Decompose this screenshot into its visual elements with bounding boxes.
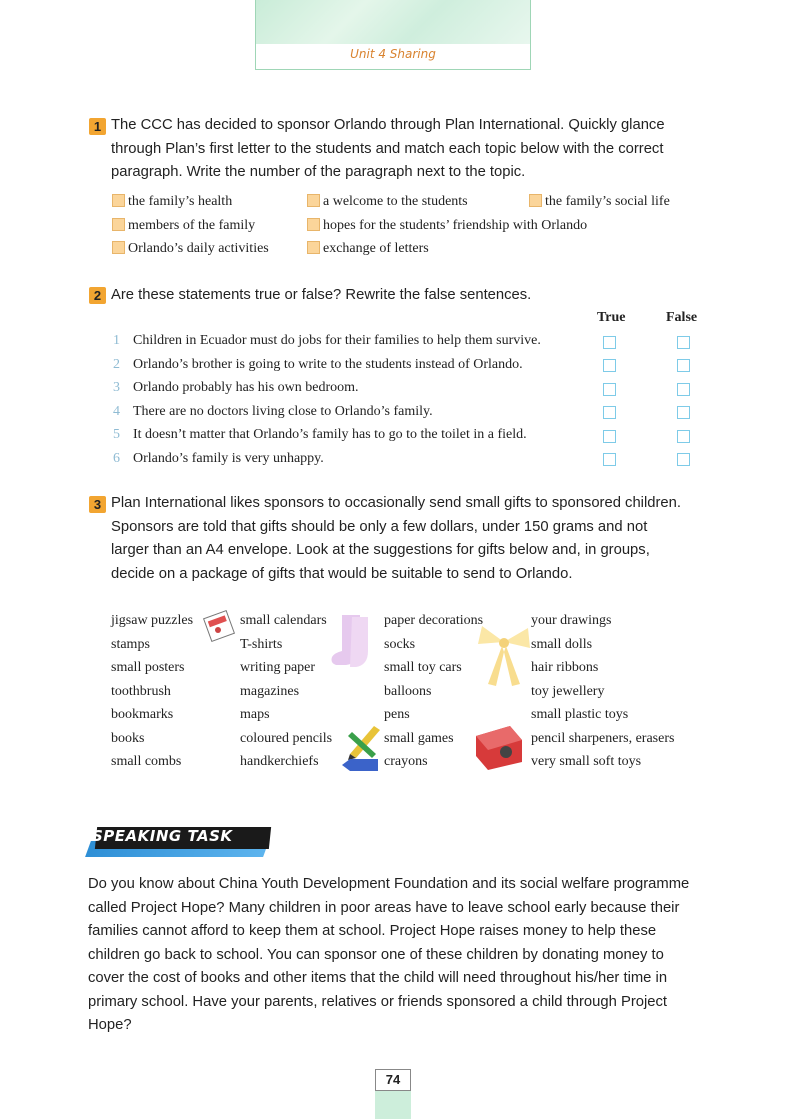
paragraph-line: primary school. Have your parents, relatives or friends sponsored a child through Project bbox=[88, 993, 668, 1010]
false-checkbox[interactable] bbox=[677, 406, 690, 419]
page-number-tab bbox=[375, 1069, 411, 1119]
topic-checkbox[interactable] bbox=[307, 218, 320, 231]
topic-item[interactable] bbox=[112, 218, 255, 234]
false-checkbox[interactable] bbox=[677, 453, 690, 466]
instruction-line: larger than an A4 envelope. Look at the suggestions for gifts below and, in groups, bbox=[111, 542, 650, 558]
true-checkbox[interactable] bbox=[603, 336, 616, 349]
topic-label: exchange of letters bbox=[323, 241, 429, 256]
statement-number: 2 bbox=[113, 357, 120, 372]
topic-label: a welcome to the students bbox=[323, 194, 468, 209]
topic-item[interactable] bbox=[307, 218, 587, 234]
exercise-1-instructions bbox=[111, 114, 711, 185]
statement-number: 6 bbox=[113, 451, 120, 466]
instruction-line: paragraph. Write the number of the paragraph next to the topic. bbox=[111, 164, 526, 180]
true-checkbox[interactable] bbox=[603, 383, 616, 396]
paragraph-line: children go back to school. You can sponsor one of these children by donating money to bbox=[88, 946, 664, 963]
statement-number: 5 bbox=[113, 427, 120, 442]
exercise-3-instructions bbox=[111, 492, 711, 586]
false-checkbox[interactable] bbox=[677, 430, 690, 443]
topic-item[interactable] bbox=[112, 194, 232, 210]
gift-item: small toy cars bbox=[384, 660, 462, 675]
gift-item: crayons bbox=[384, 754, 428, 769]
statement-number: 1 bbox=[113, 333, 120, 348]
instruction-line: Sponsors are told that gifts should be only a few dollars, under 150 grams and not bbox=[111, 518, 648, 535]
paragraph-line: called Project Hope? Many children in poor areas have to leave school early because their bbox=[88, 899, 680, 916]
gift-item: small dolls bbox=[531, 636, 593, 652]
true-checkbox[interactable] bbox=[603, 359, 616, 372]
topic-label: Orlando’s daily activities bbox=[128, 241, 269, 256]
gift-item: small combs bbox=[111, 754, 182, 769]
gift-item: paper decorations bbox=[384, 613, 484, 628]
gift-column-1 bbox=[111, 613, 193, 778]
topic-item[interactable] bbox=[307, 194, 468, 210]
gift-item: toy jewellery bbox=[531, 683, 605, 699]
gift-item: toothbrush bbox=[111, 683, 171, 699]
paragraph-line: cover the cost of books and other items that the child will need throughout his/her time in bbox=[88, 970, 668, 986]
instruction-line: through Plan’s first letter to the students and match each topic below with the correct bbox=[111, 140, 664, 157]
topic-checkbox[interactable] bbox=[307, 241, 320, 254]
exercise-2-instructions: Are these statements true or false? Rewrite the false sentences. bbox=[111, 287, 532, 303]
gift-item: small calendars bbox=[240, 613, 327, 628]
gift-item: socks bbox=[384, 636, 416, 652]
paragraph-line: Hope? bbox=[88, 1017, 132, 1033]
paragraph-line: families cannot afford to keep them at school. Project Hope raises money to help these bbox=[88, 923, 657, 939]
topic-checkbox[interactable] bbox=[529, 194, 542, 207]
gift-item: bookmarks bbox=[111, 707, 174, 722]
speaking-task-banner bbox=[88, 821, 278, 857]
page-number: 74 bbox=[375, 1069, 411, 1091]
gift-column-2 bbox=[240, 613, 332, 778]
true-checkbox[interactable] bbox=[603, 406, 616, 419]
gift-item: books bbox=[111, 730, 145, 746]
gift-item: small posters bbox=[111, 660, 185, 675]
statement-text: Orlando’s brother is going to write to the students instead of Orlando. bbox=[133, 357, 523, 372]
gift-item: magazines bbox=[240, 683, 300, 699]
gift-item: T-shirts bbox=[240, 636, 283, 652]
crayon-icon bbox=[340, 757, 380, 773]
gift-column-4 bbox=[531, 613, 674, 778]
exercise-1-number: 1 bbox=[89, 118, 106, 135]
banner-decoration bbox=[256, 0, 530, 44]
gift-item: stamps bbox=[111, 636, 150, 652]
gift-item: your drawings bbox=[531, 613, 612, 628]
topic-checkbox[interactable] bbox=[112, 218, 125, 231]
speaking-task-title: SPEAKING TASK bbox=[92, 827, 233, 845]
gift-item: small games bbox=[384, 730, 454, 746]
instruction-line: Plan International likes sponsors to occasionally send small gifts to sponsored children. bbox=[111, 495, 681, 511]
gift-item: very small soft toys bbox=[531, 754, 642, 769]
statement-number: 4 bbox=[113, 404, 120, 419]
unit-title: Unit 4 Sharing bbox=[350, 47, 436, 61]
sock-icon bbox=[330, 613, 376, 671]
gift-item: hair ribbons bbox=[531, 660, 599, 675]
gift-column-3 bbox=[384, 613, 483, 778]
instruction-line: decide on a package of gifts that would be suitable to send to Orlando. bbox=[111, 565, 573, 582]
false-column-header: False bbox=[666, 310, 698, 325]
exercise-3-number: 3 bbox=[89, 496, 106, 513]
gift-item: maps bbox=[240, 707, 270, 722]
gift-item: pencil sharpeners, erasers bbox=[531, 730, 675, 746]
gift-item: pens bbox=[384, 707, 410, 722]
pencil-icon bbox=[346, 722, 382, 760]
false-checkbox[interactable] bbox=[677, 383, 690, 396]
statement-text: Orlando’s family is very unhappy. bbox=[133, 451, 324, 466]
gift-item: balloons bbox=[384, 683, 432, 699]
gift-item: jigsaw puzzles bbox=[111, 613, 194, 628]
topic-label: hopes for the students’ friendship with Orlando bbox=[323, 218, 588, 233]
topic-label: the family’s health bbox=[128, 194, 233, 209]
gift-item: writing paper bbox=[240, 660, 316, 675]
topic-item[interactable] bbox=[529, 194, 670, 210]
topic-checkbox[interactable] bbox=[112, 241, 125, 254]
statement-text: Orlando probably has his own bedroom. bbox=[133, 380, 359, 395]
unit-banner bbox=[255, 0, 531, 70]
true-column-header: True bbox=[597, 310, 626, 325]
true-checkbox[interactable] bbox=[603, 453, 616, 466]
gift-item: handkerchiefs bbox=[240, 754, 319, 769]
instruction-line: The CCC has decided to sponsor Orlando through Plan International. Quickly glance bbox=[111, 117, 665, 133]
statement-number: 3 bbox=[113, 380, 120, 395]
topic-item[interactable] bbox=[112, 241, 269, 257]
topic-label: the family’s social life bbox=[545, 194, 670, 209]
true-checkbox[interactable] bbox=[603, 430, 616, 443]
topic-checkbox[interactable] bbox=[112, 194, 125, 207]
topic-item[interactable] bbox=[307, 241, 429, 257]
topic-checkbox[interactable] bbox=[307, 194, 320, 207]
topic-label: members of the family bbox=[128, 218, 256, 233]
gift-item: coloured pencils bbox=[240, 730, 333, 746]
gift-item: small plastic toys bbox=[531, 707, 629, 722]
statement-text: There are no doctors living close to Orlando’s family. bbox=[133, 404, 433, 419]
statement-text: It doesn’t matter that Orlando’s family has to go to the toilet in a field. bbox=[133, 427, 527, 442]
statement-text: Children in Ecuador must do jobs for their families to help them survive. bbox=[133, 333, 541, 348]
false-checkbox[interactable] bbox=[677, 359, 690, 372]
exercise-2-number: 2 bbox=[89, 287, 106, 304]
false-checkbox[interactable] bbox=[677, 336, 690, 349]
speaking-task-text bbox=[88, 873, 708, 1038]
paragraph-line: Do you know about China Youth Development Foundation and its social welfare programme bbox=[88, 876, 690, 892]
calendar-icon bbox=[201, 608, 237, 644]
